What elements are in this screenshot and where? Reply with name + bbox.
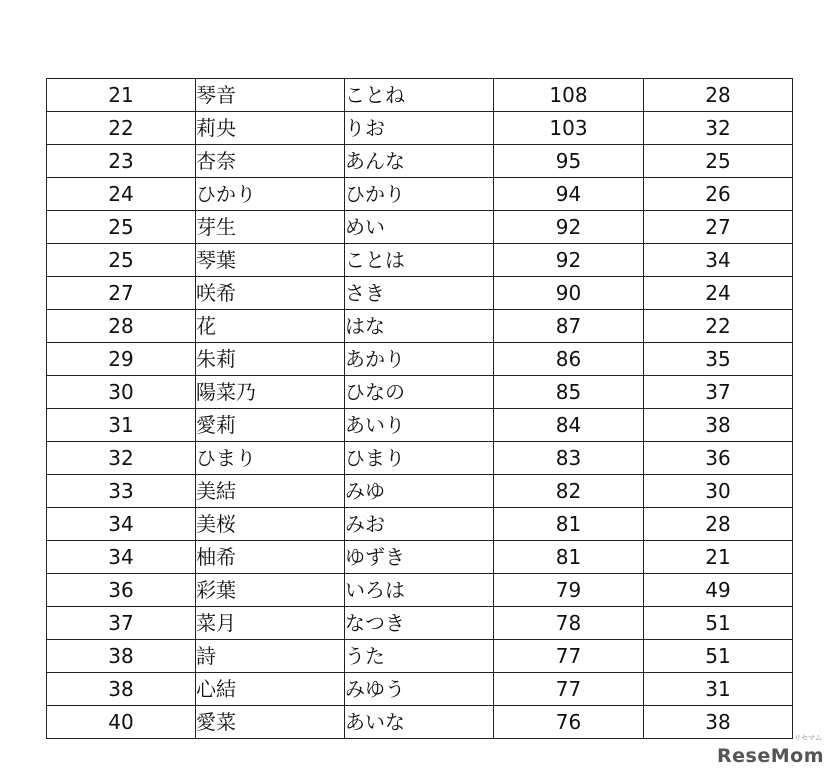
kanji-name-cell: 愛菜 xyxy=(196,706,345,739)
rank-cell: 38 xyxy=(47,640,196,673)
reading-cell: なつき xyxy=(345,607,494,640)
count-cell: 86 xyxy=(494,343,644,376)
table-row xyxy=(47,343,793,376)
rank-cell: 33 xyxy=(47,475,196,508)
kanji-name-cell: 美結 xyxy=(196,475,345,508)
kanji-name-cell: 心結 xyxy=(196,673,345,706)
count-cell: 90 xyxy=(494,277,644,310)
table-row xyxy=(47,145,793,178)
table-row xyxy=(47,112,793,145)
table-row xyxy=(47,310,793,343)
count-cell: 94 xyxy=(494,178,644,211)
table-row xyxy=(47,277,793,310)
reading-cell: みゆ xyxy=(345,475,494,508)
rank-cell: 36 xyxy=(47,574,196,607)
kanji-name-cell: 琴音 xyxy=(196,79,345,112)
rank-cell: 34 xyxy=(47,508,196,541)
reading-cell: あいり xyxy=(345,409,494,442)
change-cell: 24 xyxy=(644,277,793,310)
rank-cell: 37 xyxy=(47,607,196,640)
count-cell: 92 xyxy=(494,244,644,277)
rank-cell: 23 xyxy=(47,145,196,178)
table-row xyxy=(47,244,793,277)
kanji-name-cell: 柚希 xyxy=(196,541,345,574)
resemom-logo: ReseMom xyxy=(717,745,824,767)
names-ranking-table xyxy=(46,78,793,739)
change-cell: 28 xyxy=(644,79,793,112)
reading-cell: みゆう xyxy=(345,673,494,706)
kanji-name-cell: 咲希 xyxy=(196,277,345,310)
table-row xyxy=(47,640,793,673)
change-cell: 27 xyxy=(644,211,793,244)
reading-cell: めい xyxy=(345,211,494,244)
reading-cell: あいな xyxy=(345,706,494,739)
kanji-name-cell: 菜月 xyxy=(196,607,345,640)
rank-cell: 21 xyxy=(47,79,196,112)
count-cell: 81 xyxy=(494,508,644,541)
logo-subtext: リセマム xyxy=(794,734,822,742)
kanji-name-cell: 莉央 xyxy=(196,112,345,145)
rank-cell: 24 xyxy=(47,178,196,211)
table-row xyxy=(47,409,793,442)
kanji-name-cell: ひかり xyxy=(196,178,345,211)
table-row xyxy=(47,574,793,607)
rank-cell: 40 xyxy=(47,706,196,739)
kanji-name-cell: 美桜 xyxy=(196,508,345,541)
reading-cell: みお xyxy=(345,508,494,541)
table-row xyxy=(47,673,793,706)
reading-cell: あかり xyxy=(345,343,494,376)
count-cell: 108 xyxy=(494,79,644,112)
rank-cell: 22 xyxy=(47,112,196,145)
reading-cell: りお xyxy=(345,112,494,145)
rank-cell: 28 xyxy=(47,310,196,343)
table-row xyxy=(47,508,793,541)
change-cell: 28 xyxy=(644,508,793,541)
change-cell: 22 xyxy=(644,310,793,343)
count-cell: 92 xyxy=(494,211,644,244)
count-cell: 79 xyxy=(494,574,644,607)
kanji-name-cell: 杏奈 xyxy=(196,145,345,178)
table-row xyxy=(47,79,793,112)
reading-cell: さき xyxy=(345,277,494,310)
kanji-name-cell: 陽菜乃 xyxy=(196,376,345,409)
change-cell: 26 xyxy=(644,178,793,211)
rank-cell: 31 xyxy=(47,409,196,442)
rank-cell: 34 xyxy=(47,541,196,574)
kanji-name-cell: 詩 xyxy=(196,640,345,673)
change-cell: 35 xyxy=(644,343,793,376)
kanji-name-cell: ひまり xyxy=(196,442,345,475)
kanji-name-cell: 琴葉 xyxy=(196,244,345,277)
table-row xyxy=(47,442,793,475)
reading-cell: ことは xyxy=(345,244,494,277)
reading-cell: ひなの xyxy=(345,376,494,409)
count-cell: 78 xyxy=(494,607,644,640)
kanji-name-cell: 花 xyxy=(196,310,345,343)
change-cell: 31 xyxy=(644,673,793,706)
change-cell: 37 xyxy=(644,376,793,409)
reading-cell: うた xyxy=(345,640,494,673)
count-cell: 95 xyxy=(494,145,644,178)
count-cell: 103 xyxy=(494,112,644,145)
change-cell: 51 xyxy=(644,607,793,640)
change-cell: 38 xyxy=(644,409,793,442)
change-cell: 25 xyxy=(644,145,793,178)
change-cell: 34 xyxy=(644,244,793,277)
rank-cell: 25 xyxy=(47,244,196,277)
table-row xyxy=(47,706,793,739)
table-row xyxy=(47,376,793,409)
count-cell: 81 xyxy=(494,541,644,574)
reading-cell: あんな xyxy=(345,145,494,178)
count-cell: 77 xyxy=(494,673,644,706)
rank-cell: 29 xyxy=(47,343,196,376)
reading-cell: ゆずき xyxy=(345,541,494,574)
rank-cell: 30 xyxy=(47,376,196,409)
change-cell: 36 xyxy=(644,442,793,475)
table-row xyxy=(47,541,793,574)
rank-cell: 27 xyxy=(47,277,196,310)
count-cell: 87 xyxy=(494,310,644,343)
count-cell: 77 xyxy=(494,640,644,673)
change-cell: 51 xyxy=(644,640,793,673)
change-cell: 30 xyxy=(644,475,793,508)
reading-cell: ひまり xyxy=(345,442,494,475)
kanji-name-cell: 朱莉 xyxy=(196,343,345,376)
reading-cell: ことね xyxy=(345,79,494,112)
rank-cell: 38 xyxy=(47,673,196,706)
reading-cell: ひかり xyxy=(345,178,494,211)
change-cell: 38 xyxy=(644,706,793,739)
kanji-name-cell: 芽生 xyxy=(196,211,345,244)
count-cell: 83 xyxy=(494,442,644,475)
table-row xyxy=(47,211,793,244)
table-row xyxy=(47,475,793,508)
table-body xyxy=(47,79,793,739)
change-cell: 49 xyxy=(644,574,793,607)
count-cell: 82 xyxy=(494,475,644,508)
table-row xyxy=(47,178,793,211)
table-row xyxy=(47,607,793,640)
kanji-name-cell: 愛莉 xyxy=(196,409,345,442)
count-cell: 85 xyxy=(494,376,644,409)
rank-cell: 32 xyxy=(47,442,196,475)
change-cell: 32 xyxy=(644,112,793,145)
rank-cell: 25 xyxy=(47,211,196,244)
change-cell: 21 xyxy=(644,541,793,574)
reading-cell: はな xyxy=(345,310,494,343)
reading-cell: いろは xyxy=(345,574,494,607)
kanji-name-cell: 彩葉 xyxy=(196,574,345,607)
count-cell: 76 xyxy=(494,706,644,739)
count-cell: 84 xyxy=(494,409,644,442)
